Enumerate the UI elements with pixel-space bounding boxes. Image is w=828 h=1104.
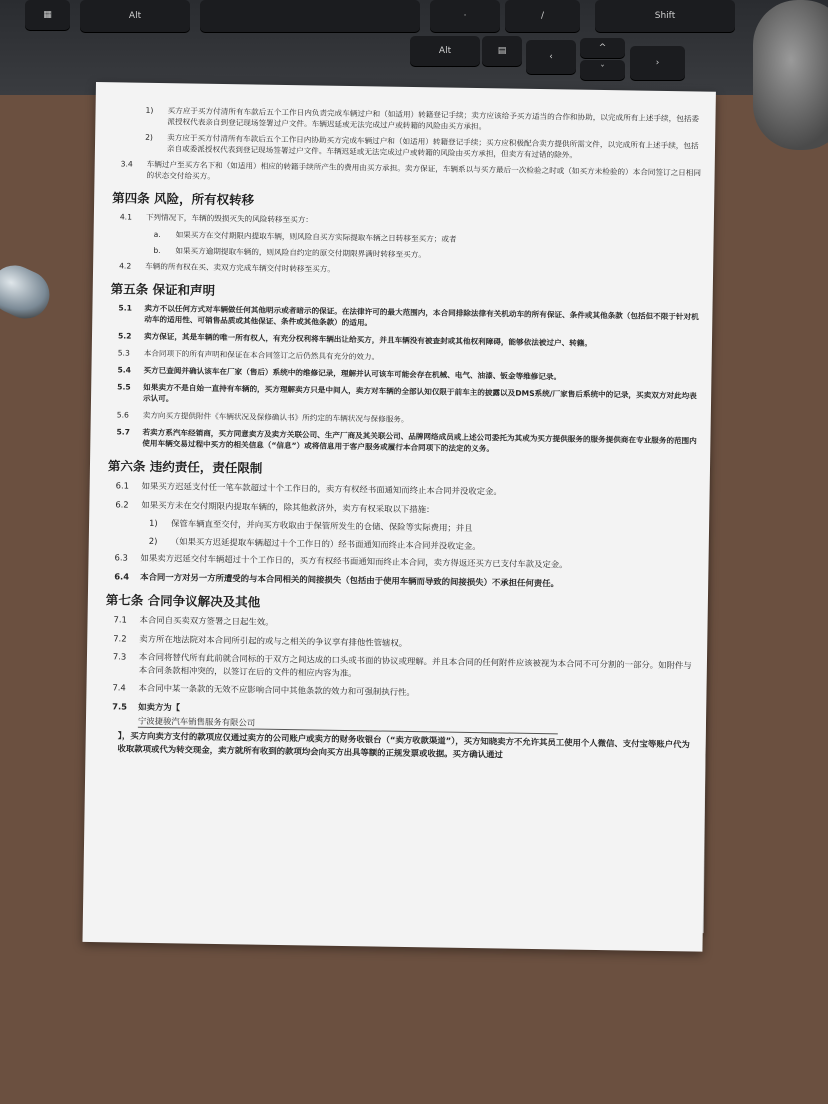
seller-name: 宁波捷骏汽车销售服务有限公司 (138, 715, 558, 735)
section-4-title: 第四条 风险，所有权转移 (112, 190, 255, 208)
clause-7-1: 7.1 本合同自买卖双方签署之日起生效。 (113, 614, 274, 627)
pen-cap (0, 258, 57, 327)
clause-4-1: 4.1 下列情况下，车辆的毁损灭失的风险转移至买方： (119, 212, 313, 225)
clause-4-2: 4.2 车辆的所有权在买、卖双方完成车辆交付时转移至买方。 (119, 261, 336, 274)
menu-icon: ▤ (497, 46, 507, 56)
alt-key-left: Alt (80, 0, 190, 32)
space-bar (200, 0, 420, 32)
clause-6-4: 6.4 本合同一方对另一方所遭受的与本合同相关的间接损失（包括由于使用车辆而导致的间接损失）不承担任何责任。 (114, 570, 560, 588)
keyboard-area (0, 0, 828, 95)
clause-3-3-item-2: 2) 卖方应于买方付清所有车款后五个工作日内协助买方完成车辆过户和（如适用）转籍登记手续；买方应积极配合卖方提供所需文件，以完成所有上述手续，包括亲自或委派授权代表到登记现场签署过户文件。车辆迟延或无法完成过户或转籍的风险由买方承担，但卖方有过错的除外。 (145, 132, 699, 160)
slash-key: / (505, 0, 580, 32)
clause-7-4: 7.4 本合同中某一条款的无效不应影响合同中其他条款的效力和可强制执行性。 (112, 682, 415, 698)
section-6-title: 第六条 违约责任，责任限制 (107, 458, 263, 476)
windows-logo-icon: ▦ (43, 10, 52, 20)
clause-6-1: 6.1 如果买方迟延支付任一笔车款超过十个工作日的，卖方有权经书面通知而终止本合同并没收定金。 (115, 480, 502, 497)
section-7-title: 第七条 合同争议解决及其他 (105, 592, 261, 610)
clause-7-2: 7.2 卖方所在地法院对本合同所引起的或与之相关的争议享有排他性管辖权。 (113, 632, 408, 648)
menu-key (482, 36, 522, 66)
larger-print-block (103, 456, 698, 764)
clause-7-3: 7.3 本合同将替代所有此前就合同标的于双方之间达成的口头或书面的协议或理解。并且本合同的任何附件应该被视为本合同不可分割的一部分。如附件与本合同条款相冲突的，以签订在后的文件的相应内容为准。 (112, 651, 692, 678)
up-arrow-key: ^ (580, 38, 625, 58)
computer-mouse (753, 0, 828, 150)
clause-6-3: 6.3 如果卖方迟延交付车辆超过十个工作日的，买方有权经书面通知而终止本合同，卖方得返还买方已支付车款及定金。 (114, 552, 568, 570)
section-5-title: 第五条 保证和声明 (110, 281, 216, 298)
alt-key-right: Alt (410, 36, 480, 66)
clause-7-5-text: 】，买方向卖方支付的款项应仅通过卖方的公司账户或卖方的财务收银台（“卖方收款渠道”），买方知晓卖方不允许其员工使用个人微信、支付宝等账户代为收取款项或代为转交现金，卖方就所有收到的款项均会向买方出具等额的正规发票或收据。买方确认通过 (117, 730, 690, 760)
clause-5-3: 5.3 本合同项下的所有声明和保证在本合同签订之后仍然具有充分的效力。 (117, 348, 380, 362)
clause-5-4: 5.4 买方已查阅并确认该车在厂家（售后）系统中的维修记录，理解并认可该车可能会存在机械、电气、油漆、钣金等维修记录。 (117, 365, 562, 382)
clause-5-5: 5.5 如果卖方不是自始一直持有车辆的，买方理解卖方只是中间人，卖方对车辆的全部认知仅限于前车主的披露以及DMS系统/厂家售后系统中的记录，买卖双方对此均表示认可。 (117, 382, 697, 404)
left-arrow-key: ‹ (526, 40, 576, 74)
shift-key: Shift (595, 0, 735, 32)
clause-7-5: 7.5 如卖方为【 (112, 700, 181, 712)
windows-key (25, 0, 70, 30)
clause-5-1: 5.1 卖方不以任何方式对车辆做任何其他明示或者暗示的保证。在法律许可的最大范围内，本合同排除法律有关机动车的所有保证、条件或其他条款（包括但不限于针对机动车的适用性、可销售品质或其他保证、条件或其他条款）的适用。 (118, 303, 699, 328)
clause-3-4: 3.4 车辆过户至买方名下和（如适用）相应的转籍手续所产生的费用由买方承担。卖方保证，车辆系以与买方最后一次检验之时或（如买方未检验的）本合同签订之日相同的状态交付给买方。 (120, 159, 702, 181)
clause-6-2: 6.2 如果买方未在交付期限内提取车辆的，除其他救济外，卖方有权采取以下措施： (115, 498, 435, 514)
right-arrow-key: › (630, 46, 685, 80)
clause-6-2-item-1: 1) 保管车辆直至交付，并向买方收取由于保管所发生的仓储、保险等实际费用；并且 (149, 517, 473, 533)
clause-5-6: 5.6 卖方向买方提供附件《车辆状况及保修确认书》所约定的车辆状况与保修服务。 (116, 410, 409, 424)
clause-4-1-item-a: a. 如果买方在交付期限内提取车辆，则风险自买方实际提取车辆之日转移至买方；或者 (153, 229, 457, 244)
contract-page (82, 82, 715, 952)
clause-6-2-item-2: 2) （如果买方迟延提取车辆超过十个工作日的）经书面通知而终止本合同并没收定金。 (148, 535, 481, 551)
dot-key: · (430, 0, 500, 32)
clause-5-7: 5.7 若卖方系汽车经销商，买方同意卖方及卖方关联公司、生产厂商及其关联公司、品牌网络成员或上述公司委托为其或为买方提供服务的服务提供商在专业服务的范围内使用车辆交易过程中买方的相关信息（“信息”）或将信息用于客户服务或履行本合同项下的法定的义务。 (116, 427, 697, 454)
clause-4-1-item-b: b. 如果买方逾期提取车辆的，则风险自约定的原交付期限界满时转移至买方。 (153, 245, 426, 260)
down-arrow-key: ˇ (580, 60, 625, 80)
clause-5-2: 5.2 卖方保证，其是车辆的唯一所有权人，有充分权利将车辆出让给买方，并且车辆没有被查封或其他权利障碍，能够依法被过户、转籍。 (117, 331, 593, 348)
contract-content (103, 104, 703, 764)
clause-3-3-item-1: 1) 买方应于买方付清所有车款后五个工作日内负责完成车辆过户和（如适用）转籍登记手续；卖方应该给予买方适当的合作和协助，以完成所有上述手续，包括委派授权代表亲自到登记现场签署过户文件。车辆迟延或无法完成过户或转籍的风险由买方承担。 (145, 105, 700, 132)
